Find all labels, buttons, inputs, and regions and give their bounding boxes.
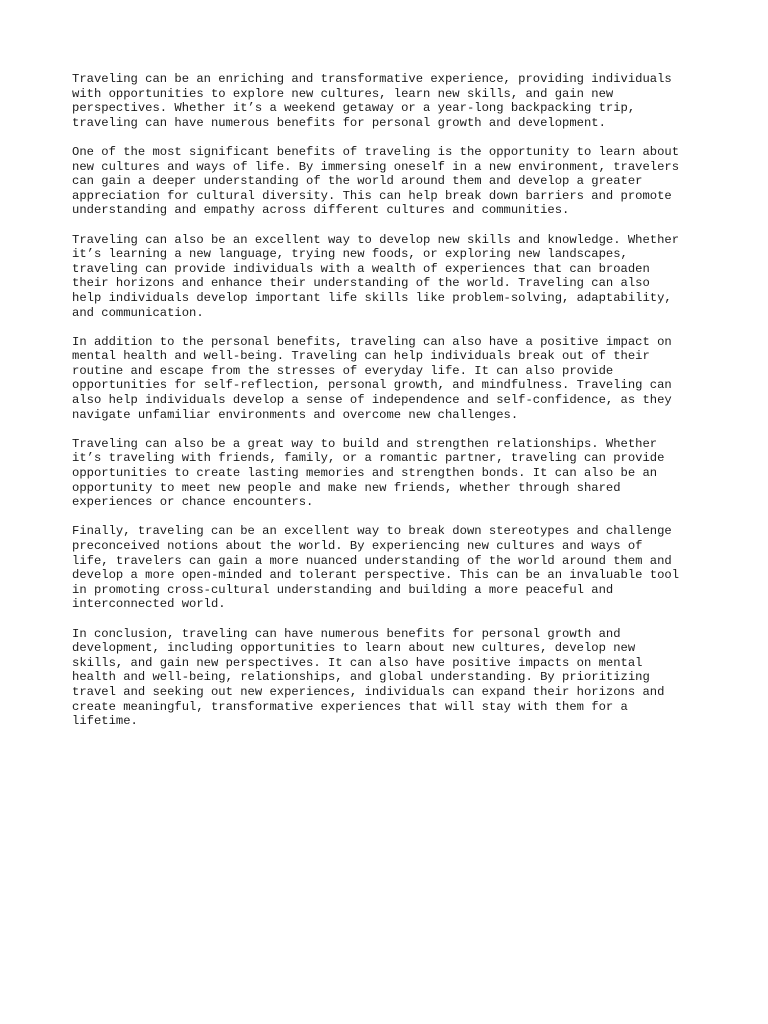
paragraph-intro: Traveling can be an enriching and transformative experience, providing individuals with opportunities to explore new cultures, learn new skills, and gain new perspectives. Whether it’s a weekend getaway or a year-long backpacking trip, traveling can have numerous benefits for personal growth and development. [72,72,672,130]
paragraph-cultures: One of the most significant benefits of traveling is the opportunity to learn about new cultures and ways of life. By immersing oneself in a new environment, travelers can gain a deeper understanding of the world around them and develop a greater appreciation for cultural diversity. This can help break down barriers and promote understanding and empathy across different cultures and communities. [72,144,680,218]
paragraph-conclusion: In conclusion, traveling can have numerous benefits for personal growth and development, including opportunities to learn about new cultures, develop new skills, and gain new perspectives. It can also have positive impacts on mental health and well-being, relationships, and global understanding. By prioritizing travel and seeking out new experiences, individuals can expand their horizons and create meaningful, transformative experiences that will stay with them for a lifetime. [72,626,665,729]
document-page [72,72,712,743]
paragraph-relationships: Traveling can also be a great way to build and strengthen relationships. Whether it’s traveling with friends, family, or a romantic partner, traveling can provide opportunities to create lasting memories and strengthen bonds. It can also be an opportunity to meet new people and make new friends, whether through shared experiences or chance encounters. [72,436,665,510]
paragraph-mental-health: In addition to the personal benefits, traveling can also have a positive impact on mental health and well-being. Traveling can help individuals break out of their routine and escape from the stresses of everyday life. It can also provide opportunities for self-reflection, personal growth, and mindfulness. Traveling can also help individuals develop a sense of independence and self-confidence, as they navigate unfamiliar environments and overcome new challenges. [72,334,672,422]
paragraph-stereotypes: Finally, traveling can be an excellent way to break down stereotypes and challenge preconceived notions about the world. By experiencing new cultures and ways of life, travelers can gain a more nuanced understanding of the world around them and develop a more open-minded and tolerant perspective. This can be an invaluable tool in promoting cross-cultural understanding and building a more peaceful and interconnected world. [72,524,680,612]
paragraph-skills: Traveling can also be an excellent way to develop new skills and knowledge. Whether it’s learning a new language, trying new foods, or exploring new landscapes, traveling can provide individuals with a wealth of experiences that can broaden their horizons and enhance their understanding of the world. Traveling can also help individuals develop important life skills like problem-solving, adaptability, and communication. [72,232,680,320]
